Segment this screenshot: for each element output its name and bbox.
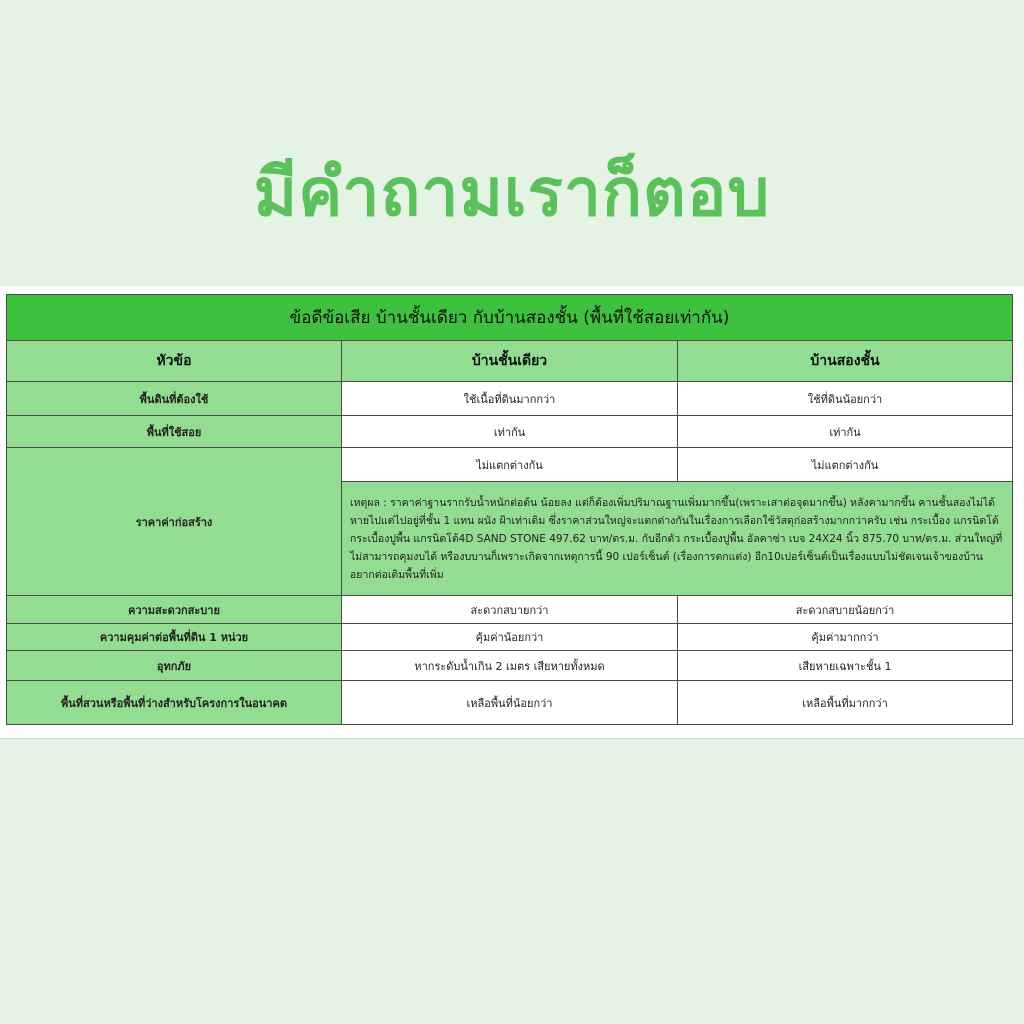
headline-banner xyxy=(0,0,1024,286)
cell-two-storey: เสียหายเฉพาะชั้น 1 xyxy=(678,651,1013,681)
cell-one-storey: เหลือพื้นที่น้อยกว่า xyxy=(342,681,678,725)
header-one-storey: บ้านชั้นเดียว xyxy=(342,341,678,382)
table-row xyxy=(7,448,1013,482)
comparison-panel xyxy=(0,286,1024,739)
table-row xyxy=(7,382,1013,416)
table-title-row xyxy=(7,295,1013,341)
table-row xyxy=(7,624,1013,651)
row-label-convenience: ความสะดวกสะบาย xyxy=(7,596,342,624)
header-two-storey: บ้านสองชั้น xyxy=(678,341,1013,382)
cost-reason-note: เหตุผล : ราคาค่าฐานรากรับน้ำหนักต่อต้น น้อยลง แต่ก็ต้องเพิ่มปริมาณฐานเพิ่มมากขึ้น(เพราะเสาต่อจุดมากขึ้น) หลังคามากขึ้น คานชั้นสองไม่ได้หายไปแต่ไปอยู่ที่ชั้น 1 แทน ผนัง ฝ้าเท่าเดิม ซึ่งราคาส่วนใหญ่จะแตกต่างกันในเรื่องการเลือกใช้วัสดุก่อสร้างมากกว่าครับ เช่น กระเบื้อง แกรนิตโต้ กระเบื้องปูพื้น แกรนิตโต้4D SAND STONE 497.62 บาท/ตร.ม. กับอีกตัว กระเบื้องปูพื้น อัลคาซ่า เบจ 24X24 นิ้ว 875.70 บาท/ตร.ม. ส่วนใหญ่ที่ไม่สามารถคุมงบได้ หรืองบบานก็เพราะเกิดจากเหตุการนี้ 90 เปอร์เซ็นต์ (เรื่องการตกแต่ง) อีก10เปอร์เซ็นต์เป็นเรื่องแบบไม่ชัดเจนเจ้าของบ้านอยากต่อเติมพื้นที่เพิ่ม xyxy=(342,482,1013,596)
row-label-value-per-land: ความคุมค่าต่อพื้นที่ดิน 1 หน่วย xyxy=(7,624,342,651)
headline-title: มีคำถามเราก็ตอบ xyxy=(253,154,771,231)
cell-one-storey: ใช้เนื้อที่ดินมากกว่า xyxy=(342,382,678,416)
row-label-construction-cost: ราคาค่าก่อสร้าง xyxy=(7,448,342,596)
cell-two-storey: เท่ากัน xyxy=(678,416,1013,448)
row-label-garden-space: พื้นที่สวนหรือพื้นที่ว่างสำหรับโครงการในอนาคต xyxy=(7,681,342,725)
comparison-table xyxy=(6,294,1013,725)
table-row xyxy=(7,681,1013,725)
cell-one-storey: เท่ากัน xyxy=(342,416,678,448)
row-label-flood: อุทกภัย xyxy=(7,651,342,681)
cell-one-storey: สะดวกสบายกว่า xyxy=(342,596,678,624)
table-title: ข้อดีข้อเสีย บ้านชั้นเดียว กับบ้านสองชั้น (พื้นที่ใช้สอยเท่ากัน) xyxy=(7,295,1013,341)
cell-one-storey: หากระดับน้ำเกิน 2 เมตร เสียหายทั้งหมด xyxy=(342,651,678,681)
cell-two-storey: เหลือพื้นที่มากกว่า xyxy=(678,681,1013,725)
table-header-row xyxy=(7,341,1013,382)
cell-two-storey: ใช้ที่ดินน้อยกว่า xyxy=(678,382,1013,416)
table-row xyxy=(7,416,1013,448)
header-topic: หัวข้อ xyxy=(7,341,342,382)
cell-two-storey: คุ้มค่ามากกว่า xyxy=(678,624,1013,651)
row-label-usable-area: พื้นที่ใช้สอย xyxy=(7,416,342,448)
cell-one-storey: ไม่แตกต่างกัน xyxy=(342,448,678,482)
cell-two-storey: สะดวกสบายน้อยกว่า xyxy=(678,596,1013,624)
cell-two-storey: ไม่แตกต่างกัน xyxy=(678,448,1013,482)
cell-one-storey: คุ้มค่าน้อยกว่า xyxy=(342,624,678,651)
row-label-land: พื้นดินที่ต้องใช้ xyxy=(7,382,342,416)
table-row xyxy=(7,651,1013,681)
table-row xyxy=(7,596,1013,624)
